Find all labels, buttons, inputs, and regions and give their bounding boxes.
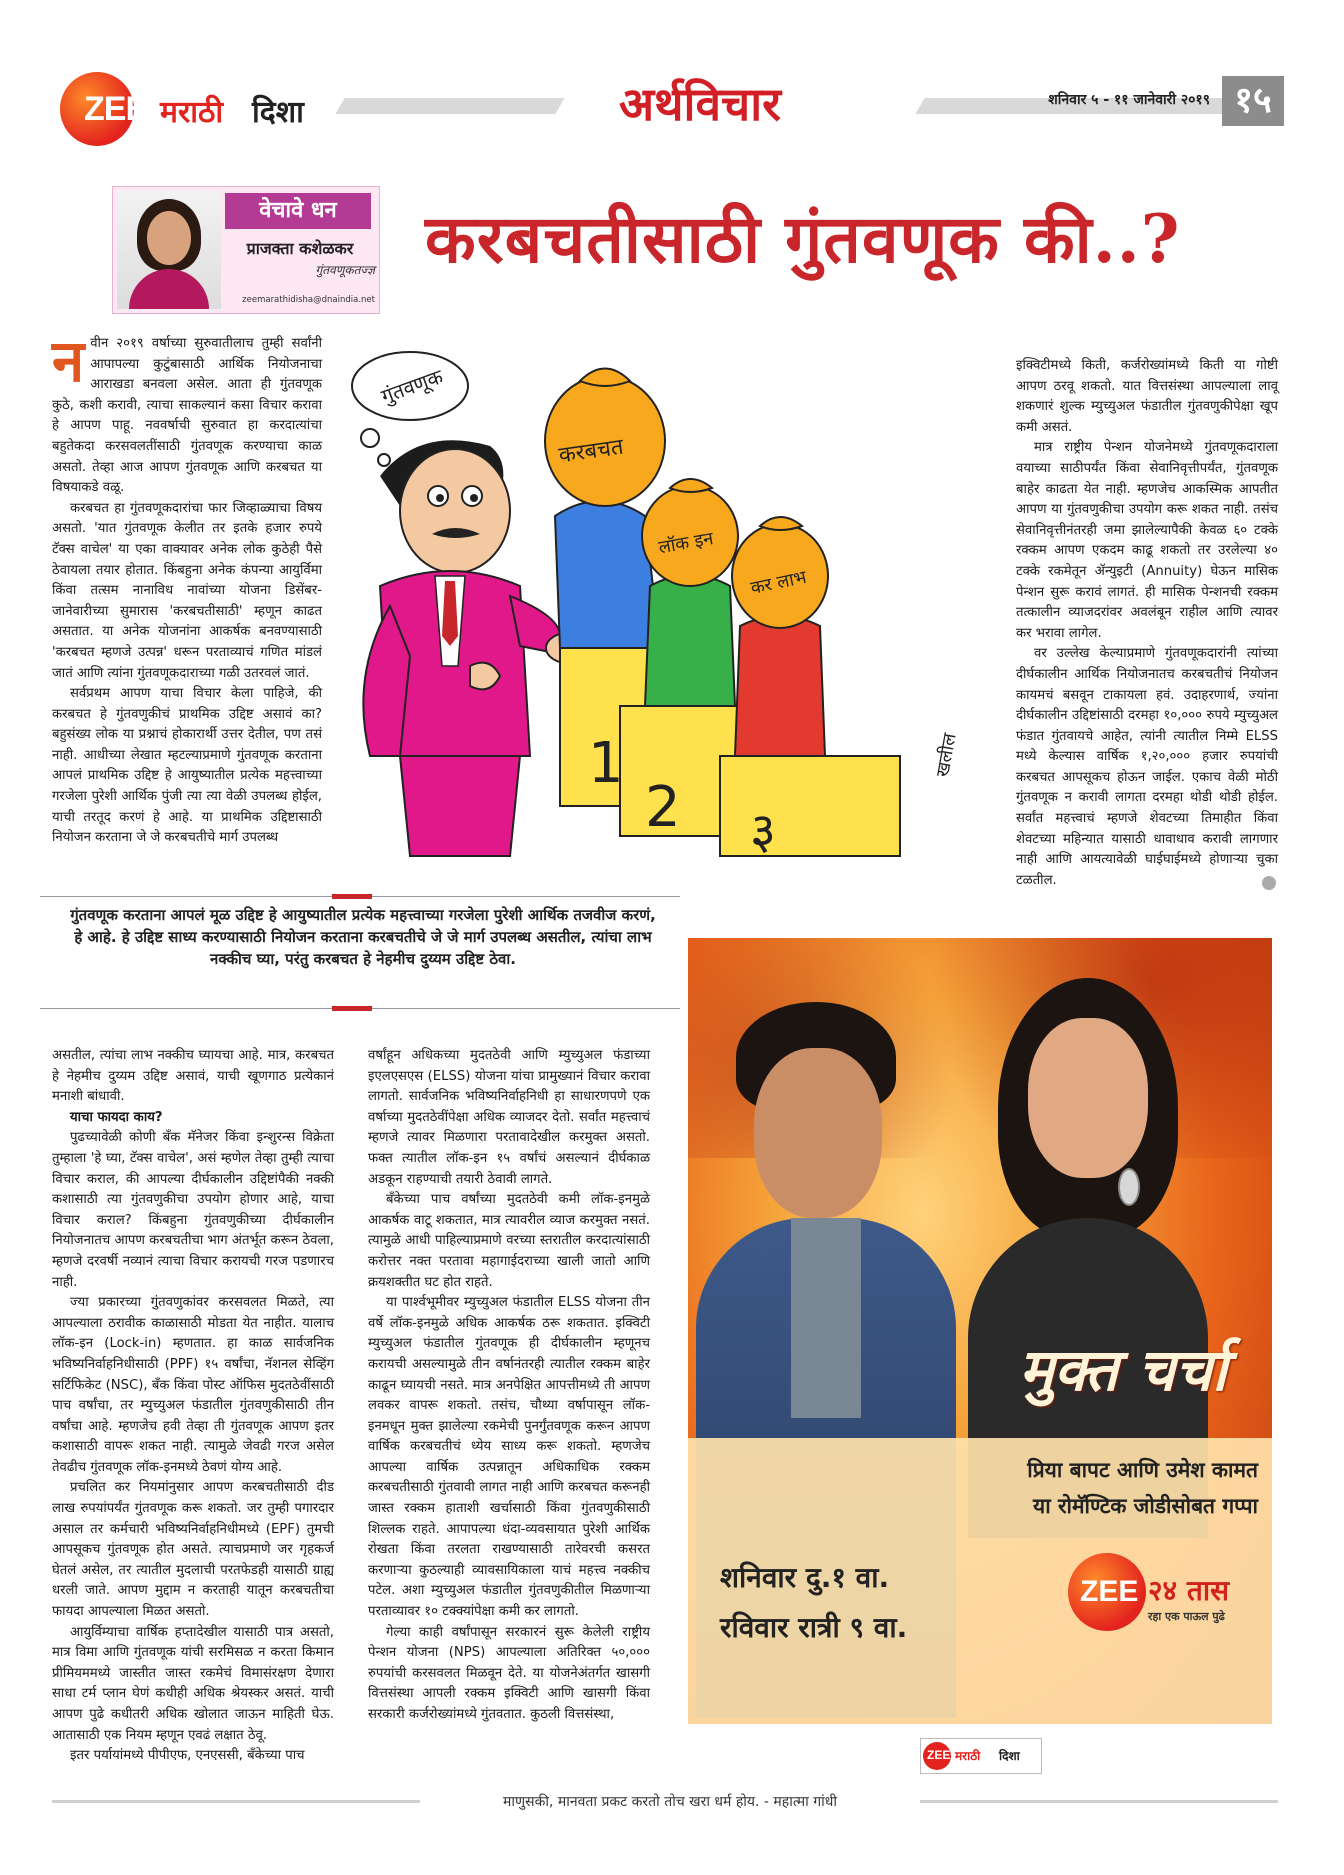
zee-24-name: २४ तास — [1148, 1574, 1230, 1607]
paragraph: प्रचलित कर नियमांनुसार आपण करबचतीसाठी दीड लाख रुपयांपर्यंत गुंतवणूक करू शकतो. जर तुम्ही पगारदार असाल तर कर्मचारी भविष्यनिर्वाहनिधीमध्ये (EPF) तुमची आपसूकच गुंतवणूक होत असते. त्याचप्रमाणे जर गृहकर्ज घेतलं असेल, तर त्यातील मुदलाची परतफेडही यासाठी ग्राह्य धरली जाते. आपण मुद्दाम न करताही यातून करबचतीचा फायदा आपल्याला मिळत असतो. — [52, 1480, 334, 1620]
podium-number-3: ३ — [750, 802, 776, 860]
zee-24-tagline: रहा एक पाऊल पुढे — [1148, 1610, 1225, 1623]
paragraph: करबचत हा गुंतवणूकदारांचा फार जिव्हाळ्याचा विषय असतो. 'यात गुंतवणूक केलीत तर इतके हजार रुपये टॅक्स वाचेल' या एका वाक्यावर अनेक लोक कुठेही पैसे ठेवायला तयार होतात. किंबहुना अनेक कंपन्या आयुर्विमा किंवा तत्सम नानाविध नावांच्या योजना डिसेंबर-जानेवारीच्या सुमारास 'करबचतीसाठी' म्हणून काढत असतात. या अनेक योजनांना आकर्षक बनवण्यासाठी 'करबचत म्हणजे उत्पन्न' धरून परताव्याचं गणित मांडलं जातं आणि त्यांना गुंतवणूकदाराच्या गळी उतरवलं जातं. — [52, 500, 322, 681]
man-trousers — [400, 756, 520, 856]
section-title: अर्थविचार — [619, 77, 781, 131]
author-photo — [117, 191, 221, 309]
bag-2-body — [645, 575, 735, 706]
author-name: प्राजक्ता कशेळकर — [246, 239, 354, 258]
show-info-panel — [688, 1438, 1272, 1724]
podium-number-2: 2 — [645, 775, 681, 840]
paragraph: वर उल्लेख केल्याप्रमाणे गुंतवणूकदारांनी त्यांच्या दीर्घकालीन आर्थिक नियोजनातच करबचतीचं नियोजन कायमचं बसवून टाकायला हवं. उदाहरणार्थ, ज्यांना दीर्घकालीन उद्दिष्टांसाठी दरमहा १०,००० रुपये म्युच्युअल फंडात गुंतवायचे आहेत, त्यांनी त्यातील निम्मे ELSS मध्ये केल्यास वार्षिक १,२०,००० हजार रुपयांची करबचत आपसूकच होऊन जाईल. एकाच वेळी मोठी गुंतवणूक न करावी लागता दरमहा थोडी थोडी होईल. सर्वांत महत्त्वाचं म्हणजे शेवटच्या तिमाहीत किंवा शेवटच्या महिन्यात यासाठी धावाधाव करावी लागणार नाही आणि आयत्यावेळी घाईघाईमध्ये होणाऱ्या चुका टळतील. — [1016, 646, 1278, 888]
article-column-bottom-2 — [368, 1046, 650, 1776]
paragraph: वर्षांहून अधिकच्या मुदतठेवी आणि म्युच्युअल फंडाच्या इएलएसएस (ELSS) योजना यांचा प्रामुख्यानं विचार करावा लागतो. सार्वजनिक भविष्यनिर्वाहनिधी हा साधारणपणे एक वर्षाच्या मुदतठेवींपेक्षा अधिक व्याजदर देतो. सर्वांत महत्त्वाचं म्हणजे त्यावर मिळणारा परतावादेखील करमुक्त असतो. फक्त त्यातील लॉक-इन १५ वर्षांचं असल्यानं दीर्घकाळ अडकून राहण्याची तयारी ठेवावी लागते. — [368, 1048, 650, 1187]
end-marker-dot — [1262, 876, 1276, 890]
paragraph: बँकेच्या पाच वर्षांच्या मुदतठेवी कमी लॉक-इनमुळे आकर्षक वाटू शकतात, मात्र त्यावरील व्याज करमुक्त नसतं. त्यामुळे आधी पाहिल्याप्रमाणे वरच्या स्तरातील करदात्यांसाठी करोत्तर नक्त परतावा महागाईदराच्या खाली जातो आणि क्रयशक्तीत घट होत राहते. — [368, 1192, 650, 1290]
thought-dot — [378, 454, 390, 466]
podium-step-3 — [720, 756, 900, 856]
column-name: वेचावे धन — [225, 193, 371, 229]
footer-logo-marathi: मराठी — [955, 1749, 981, 1763]
author-email: zeemarathidisha@dnaindia.net — [242, 295, 375, 305]
show-time-sunday: रविवार रात्री ९ वा. — [720, 1611, 908, 1644]
bag-2-knot — [670, 479, 712, 492]
author-photo-face — [147, 211, 191, 265]
actor-umesh-face — [754, 1048, 882, 1218]
actor-priya-earring — [1118, 1168, 1140, 1206]
article-column-right-top — [1016, 356, 1278, 896]
logo-marathi: मराठी — [160, 95, 224, 130]
paragraph: मात्र राष्ट्रीय पेन्शन योजनेमध्ये गुंतवणूकदाराला वयाच्या साठीपर्यंत किंवा सेवानिवृत्तीपर्यंत, गुंतवणूक बाहेर काढता येत नाही. म्हणजेच आकस्मिक आपतीत आपण या गुंतवणुकीचा उपयोग करू शकत नाही. तसंच सेवानिवृत्तीनंतरही जमा झालेल्यापैकी केवळ ६० टक्के रक्कम आपण एकदम काढू शकतो तर उरलेल्या ४० टक्के रकमेतून ॲन्युइटी (Annuity) घेऊन मासिक पेन्शन सुरू करावं लागतं. ही मासिक पेन्शनची रक्कम तत्कालीन व्याजदरांवर अवलंबून राहील आणि त्यावर कर भरावा लागेल. — [1016, 440, 1278, 641]
page-number: १५ — [1222, 76, 1284, 126]
man-pupil — [436, 494, 444, 502]
bag-1-label: करबचत — [557, 434, 626, 469]
footer-logo-disha: दिशा — [999, 1749, 1020, 1763]
paragraph: पुढच्यावेळी कोणी बँक मॅनेजर किंवा इन्शुरन्स विक्रेता तुम्हाला 'हे घ्या, टॅक्स वाचेल', असं म्हणेल तेव्हा तुम्ही त्याचा विचार कराल, की आपल्या दीर्घकालीन उद्दिष्टांपैकी नक्की कशासाठी त्या गुंतवणुकीचा उपयोग होणार आहे, याचा विचार कराल? किंबहुना गुंतवणुकीच्या दीर्घकालीन नियोजनातच आपण करबचतीचा भाग अंतर्भूत करून ठेवला, म्हणजे दरवर्षी नव्यानं त्याचा विचार करायची गरज पडणारच नाही. — [52, 1130, 334, 1290]
zee-marathi-disha-logo — [60, 68, 350, 148]
bag-3-knot — [760, 517, 802, 530]
bag-1-knot — [580, 369, 630, 387]
paragraph: या पार्श्वभूमीवर म्युच्युअल फंडातील ELSS योजना तीन वर्षे लॉक-इनमुळे अधिक आकर्षक ठरू शकतात. इक्विटी म्युच्युअल फंडातील गुंतवणूक ही दीर्घकालीन म्हणूनच करायची असल्यामुळे तीन वर्षानंतरही त्यातील रक्कम बाहेर काढून घ्यायची नसते. मात्र अनपेक्षित आपत्तीमध्ये ती आपण लवकर वापरू शकतो. तसंच, चौथ्या वर्षापासून लॉक-इनमधून मुक्त झालेल्या रकमेची पुनर्गुंतवणूक करून आपण वार्षिक करबचतीचं ध्येय साध्य करू शकतो. म्हणजेच आपल्या वार्षिक उत्पन्नातून अधिकाधिक रक्कम करबचतीसाठी गुंतवावी लागत नाही आणि करबचत करूनही जास्त रक्कम हाताशी खर्चासाठी किंवा गुंतवणुकीसाठी शिल्लक राहते. आपापल्या धंदा-व्यवसायात पुरेशी आर्थिक रोखता किंवा तरलता राखण्यासाठी तारेवरची कसरत करणाऱ्या कुठल्याही व्यावसायिकाला याचं महत्त्व नक्कीच पटेल. अशा म्युच्युअल फंडातील गुंतवणुकीतील मिळणाऱ्या परताव्यावर १० टक्क्यांपेक्षा कमी कर लागतो. — [368, 1295, 650, 1620]
zee-24-taas-logo — [1068, 1553, 1258, 1643]
show-time-saturday: शनिवार दु.१ वा. — [720, 1561, 890, 1594]
pull-quote: गुंतवणूक करताना आपलं मूळ उद्दिष्ट हे आयुष्यातील प्रत्येक महत्त्वाच्या गरजेला पुरेशी आर्थिक तजवीज करणं, हे आहे. हे उद्दिष्ट साध्य करण्यासाठी नियोजन करताना करबचतीचे जे जे मार्ग उपलब्ध असतील, त्यांचा लाभ नक्कीच घ्या, परंतु करबचत हे नेहमीच दुय्यम उद्दिष्ट ठेवा. — [70, 906, 656, 968]
paragraph: गेल्या काही वर्षांपासून सरकारनं सुरू केलेली राष्ट्रीय पेन्शन योजना (NPS) आपल्याला अतिरिक्त ५०,००० रुपयांची करसवलत मिळवून देते. या योजनेअंतर्गत खासगी वित्तसंस्था आपली रक्कम इक्विटी आणि खासगी किंवा सरकारी कर्जरोख्यांमध्ये गुंतवतात. कुठली वित्तसंस्था, — [368, 1624, 650, 1722]
logo-zee: ZEE — [84, 90, 148, 128]
bag-2-label: लॉक इन — [656, 528, 715, 559]
footer-quote: माणुसकी, मानवता प्रकट करतो तोच खरा धर्म होय. - महात्मा गांधी — [420, 1792, 920, 1812]
show-title: मुक्त चर्चा — [1019, 1336, 1227, 1404]
show-desc-line: या रोमॅण्टिक जोडीसोबत गप्पा — [1033, 1494, 1258, 1518]
headline: करबचतीसाठी गुंतवणूक की..? — [425, 200, 1181, 278]
bag-3-body — [735, 616, 825, 756]
logo-disha: दिशा — [252, 95, 304, 130]
paragraph: वीन २०१९ वर्षाच्या सुरुवातीलाच तुम्ही सर्वांनी आपापल्या कुटुंबासाठी आर्थिक नियोजनाचा आराखडा बनवला असेल. आता ही गुंतवणूक कुठे, कशी करावी, त्याचा साकल्यानं कसा विचार करावा हे आपण पाहू. नववर्षाची सुरुवात हा करदात्यांचा बहुतेकदा करसवलतींसाठी गुंतवणूक करण्याचा काळ असतो. तेव्हा आज आपण गुंतवणूक आणि करबचत या विषयाकडे वळू. — [52, 336, 322, 496]
actor-priya-face — [1028, 1018, 1148, 1178]
paragraph: इक्विटीमध्ये किती, कर्जरोख्यांमध्ये किती या गोष्टी आपण ठरवू शकतो. यात वित्तसंस्था आपल्याला लावू शकणारं शुल्क म्युच्युअल फंडातील गुंतवणुकीपेक्षा खूप कमी असतं. — [1016, 358, 1278, 435]
bag-3-label: कर लाभ — [748, 566, 809, 599]
paragraph: इतर पर्यायांमध्ये पीपीएफ, एनएससी, बँकेच्या पाच — [70, 1748, 305, 1764]
author-role: गुंतवणूकतज्ज्ञ — [315, 263, 375, 277]
column-box — [112, 186, 380, 314]
cartoonist-signature: खलील — [932, 731, 961, 779]
cartoon-illustration — [340, 336, 1005, 866]
subheading: याचा फायदा काय? — [70, 1109, 163, 1125]
actor-umesh-shirt — [791, 1218, 861, 1418]
masthead-band-left — [335, 98, 564, 114]
man-face — [400, 449, 510, 573]
paragraph: सर्वप्रथम आपण याचा विचार केला पाहिजे, की करबचत हे गुंतवणुकीचं प्राथमिक उद्दिष्ट असावं का? बहुसंख्य लोक या प्रश्नाचं होकारार्थी उत्तर देतील, पण तसं नाही. आधीच्या लेखात म्हटल्याप्रमाणे गुंतवणूक करताना आपलं प्राथमिक उद्दिष्ट हे आयुष्यातील प्रत्येक महत्त्वाच्या गरजेला पुरेशी आर्थिक पुंजी त्या त्या वेळी उपलब्ध होईल, याची तरतूद करणं हे आहे. या प्राथमिक उद्दिष्टासाठी नियोजन करताना जे जे करबचतीचे मार्ग उपलब्ध — [52, 686, 322, 846]
footer-logo — [920, 1738, 1042, 1774]
pull-quote-rule-bottom-accent — [332, 1006, 372, 1011]
masthead — [0, 60, 1344, 150]
paragraph: असतील, त्यांचा लाभ नक्कीच घ्यायचा आहे. मात्र, करबचत हे नेहमीच दुय्यम उद्दिष्ट असावं, याची खूणगाठ प्रत्येकानं मनाशी बांधावी. — [52, 1048, 334, 1105]
article-column-1 — [52, 327, 322, 854]
thought-bubble-text: गुंतवणूक — [378, 364, 447, 409]
paragraph: ज्या प्रकारच्या गुंतवणुकांवर करसवलत मिळते, त्या आपल्याला ठरावीक काळासाठी मोडता येत नाहीत. यालाच लॉक-इन (Lock-in) म्हणतात. हा काळ सार्वजनिक भविष्यनिर्वाहनिधीसाठी (PPF) १५ वर्षांचा, नॅशनल सेव्हिंग सर्टिफिकेट (NSC), बँक किंवा पोस्ट ऑफिस मुदतठेवींसाठी पाच वर्षांचा, तर म्युच्युअल फंडातील गुंतवणुकीसाठी तीन वर्षांचा आहे. म्हणजेच हवी तेव्हा ती गुंतवणूक आपण इतर कशासाठी वापरू शकत नाही. त्यामुळे जेवढी गरज असेल तेवढीच गुंतवणूक लॉक-इनमध्ये ठेवणं योग्य आहे. — [52, 1295, 334, 1475]
footer-logo-zee: ZEE — [927, 1748, 951, 1762]
pull-quote-rule-top-accent — [332, 894, 372, 899]
show-hosts-line: प्रिया बापट आणि उमेश कामत — [1027, 1458, 1258, 1482]
dropcap-letter: न — [52, 327, 85, 395]
man-pupil — [470, 494, 478, 502]
zee-24-zee: ZEE — [1080, 1575, 1139, 1608]
podium-number-1: 1 — [588, 731, 624, 796]
issue-date: शनिवार ५ - ११ जानेवारी २०१९ — [1048, 92, 1210, 108]
tv-show-advert — [688, 938, 1272, 1724]
thought-dot — [361, 429, 379, 447]
paragraph: आयुर्विम्याचा वार्षिक हप्तादेखील यासाठी पात्र असतो, मात्र विमा आणि गुंतवणूक यांची सरमिसळ न करता किमान प्रीमियममध्ये जास्तीत जास्त रकमेचं विमासंरक्षण देणारा साधा टर्म प्लान घेणं कधीही अधिक श्रेयस्कर असतं. याची आपण पुढे कधीतरी अधिक खोलात जाऊन माहिती घेऊ. आतासाठी एक नियम म्हणून एवढं लक्षात ठेवू. — [52, 1624, 334, 1743]
author-photo-body — [129, 269, 209, 309]
article-column-bottom-1 — [52, 1046, 334, 1776]
